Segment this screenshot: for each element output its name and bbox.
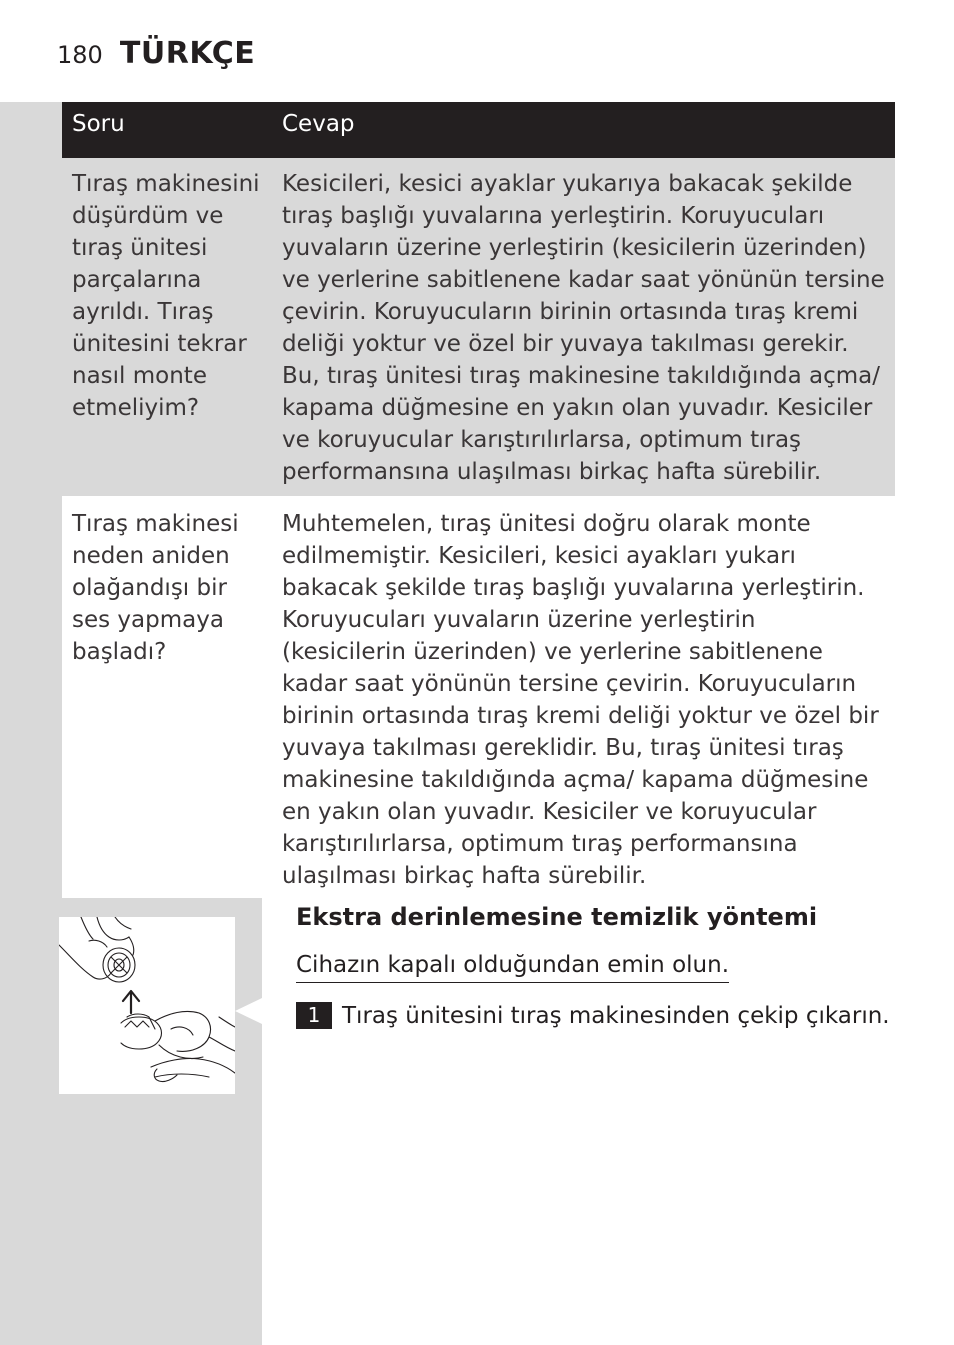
faq-row	[62, 158, 895, 496]
faq-table	[62, 102, 895, 898]
faq-answer: Muhtemelen, tıraş ünitesi doğru olarak monte edilmemiştir. Kesicileri, kesici ayakları yukarı bakacak şekilde tıraş başlığı yuvalarına yerleştirin. Koruyucuları yuvaların üzerine yerleştirin (kesicilerin üzerinden) ve yerlerine sabitlenene kadar saat yönünün tersine çevirin. Koruyucuların birinin ortasında tıraş kremi deliği yoktur ve özel bir yuvaya takılması gereklidir. Bu, tıraş ünitesi tıraş makinesine takıldığında açma/ kapama düğmesine en yakın olan yuvadır. Kesiciler ve koruyucular karıştırılırlarsa, optimum tıraş performansına ulaşılması birkaç hafta sürebilir.	[272, 496, 895, 898]
faq-header-row	[62, 102, 895, 158]
faq-question: Tıraş makinesi neden aniden olağandışı bir ses yapmaya başladı?	[62, 496, 272, 898]
faq-answer: Kesicileri, kesici ayaklar yukarıya bakacak şekilde tıraş başlığı yuvalarına yerleştirin. Koruyucuları yuvaların üzerine yerleştirin (kesicilerin üzerinden) ve yerlerine sabitlenene kadar saat yönünün tersine çevirin. Koruyucuların birinin ortasında tıraş kremi deliği yoktur ve özel bir yuvaya takılması gerekir. Bu, tıraş ünitesi tıraş makinesine takıldığında açma/ kapama düğmesine en yakın olan yuvadır. Kesiciler ve koruyucular karıştırılırlarsa, optimum tıraş performansına ulaşılması birkaç hafta sürebilir.	[272, 158, 895, 496]
subsection-title: Ekstra derinlemesine temizlik yöntemi	[296, 903, 818, 931]
faq-column-answer: Cevap	[272, 102, 895, 158]
section-title: TÜRKÇE	[119, 36, 256, 71]
page-header	[57, 36, 255, 76]
instruction-note: Cihazın kapalı olduğundan emin olun.	[296, 952, 729, 983]
step-text: Tıraş ünitesini tıraş makinesinden çekip çıkarın.	[342, 1002, 890, 1029]
shaving-unit-illustration	[59, 917, 235, 1094]
faq-question: Tıraş makinesini düşürdüm ve tıraş ünitesi parçalarına ayrıldı. Tıraş ünitesini tekrar nasıl monte etmeliyim?	[62, 158, 272, 496]
figure-pointer	[235, 998, 262, 1024]
page-number: 180	[57, 41, 103, 69]
step-number-badge: 1	[296, 1002, 332, 1029]
step-item	[296, 1002, 890, 1029]
faq-column-question: Soru	[62, 102, 272, 158]
faq-row	[62, 496, 895, 898]
